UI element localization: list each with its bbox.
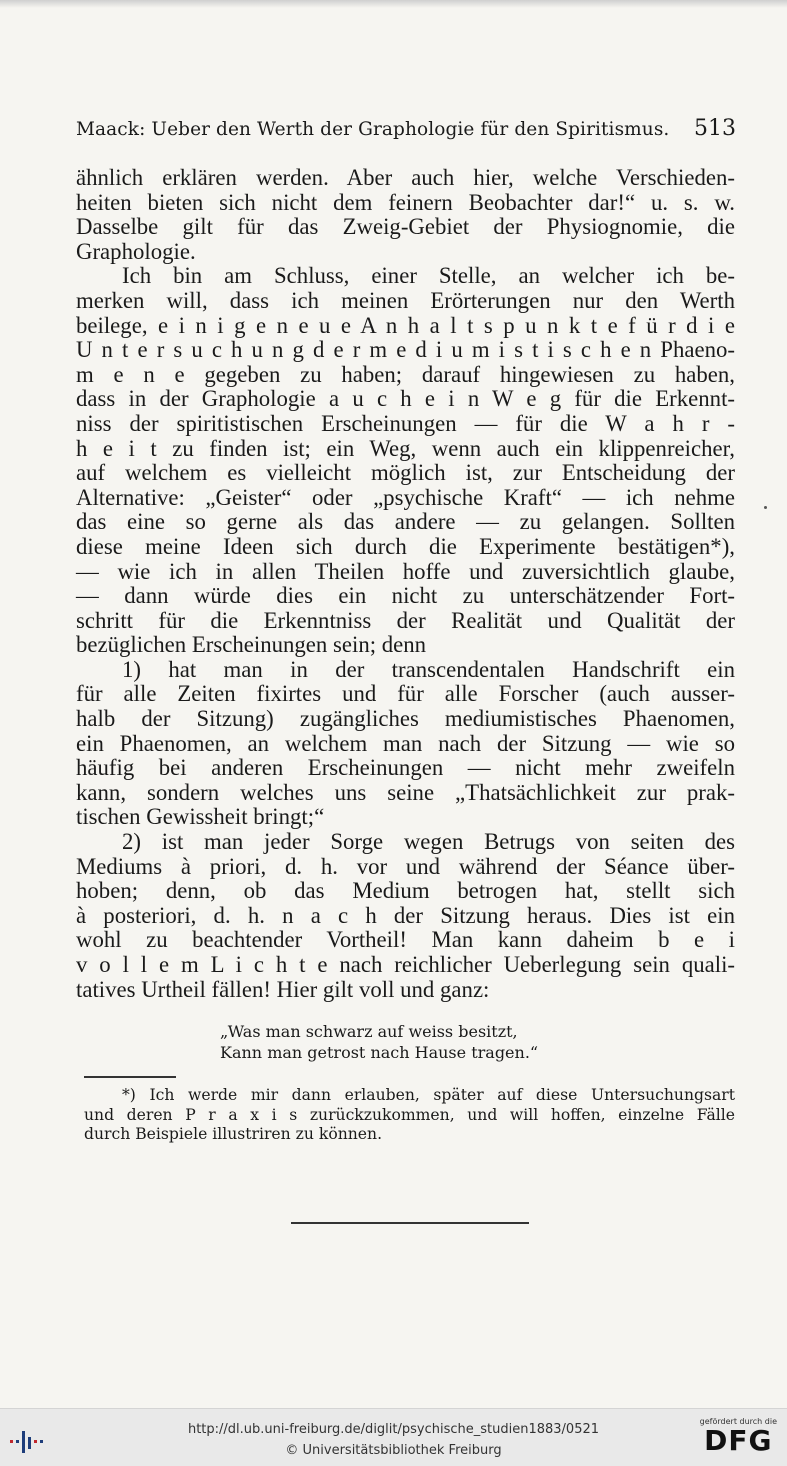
- footnote-line: durch Beispiele illustriren zu können.: [84, 1125, 383, 1143]
- footnote-rule: [84, 1076, 176, 1078]
- text-line: Dasselbe gilt für das Zweig-Gebiet der Physiognomie, die: [76, 214, 735, 240]
- text-line: à posteriori, d. h. n a c h der Sitzung heraus. Dies ist ein: [76, 902, 735, 928]
- text-line: — dann würde dies ein nicht zu unterschätzender Fort-: [76, 583, 735, 609]
- text-line: bezüglichen Erscheinungen sein; denn: [76, 632, 427, 658]
- footnote-line: *) Ich werde mir dann erlauben, später auf diese Untersuchungsart: [122, 1086, 735, 1104]
- text-line: v o l l e m L i c h t e nach reichlicher Ueberlegung sein quali-: [76, 952, 735, 977]
- text-line: merken will, dass ich meinen Erörterungen nur den Werth: [76, 287, 735, 313]
- copyright-notice: © Universitätsbibliothek Freiburg: [285, 1443, 502, 1458]
- text-line: m e n e gegeben zu haben; darauf hingewiesen zu haben,: [76, 361, 735, 387]
- text-line: auf welchem es vielleicht möglich ist, zur Entscheidung der: [76, 460, 735, 486]
- viewer-footer: [0, 1408, 787, 1466]
- text-line: Graphologie.: [76, 238, 196, 264]
- footnote-line: und deren P r a x i s zurückzukommen, und will hoffen, einzelne Fälle: [84, 1105, 735, 1124]
- quote-line: „Was man schwarz auf weiss besitzt,: [220, 1022, 518, 1041]
- dfg-logo: [700, 1417, 777, 1456]
- text-line: 2) ist man jeder Sorge wegen Betrugs von seiten des: [122, 829, 735, 855]
- body-text: [76, 166, 735, 1002]
- text-line: beilege, e i n i g e n e u e A n h a l t s p u n k t e f ü r d i e: [76, 312, 735, 338]
- text-line: Alternative: „Geister“ oder „psychische Kraft“ — ich nehme: [76, 484, 735, 510]
- quote-line: Kann man getrost nach Hause tragen.“: [220, 1043, 539, 1062]
- text-line: Ich bin am Schluss, einer Stelle, an welcher ich be-: [122, 263, 735, 289]
- text-line: — wie ich in allen Theilen hoffe und zuversichtlich glaube,: [76, 558, 735, 584]
- text-line: tatives Urtheil fällen! Hier gilt voll und ganz:: [76, 976, 490, 1002]
- text-line: hoben; denn, ob das Medium betrogen hat, stellt sich: [76, 878, 735, 904]
- text-line: 1) hat man in der transcendentalen Handschrift ein: [122, 656, 735, 682]
- section-end-rule: [291, 1222, 529, 1224]
- text-line: diese meine Ideen sich durch die Experimente bestätigen*),: [76, 533, 735, 559]
- page-number: 513: [694, 116, 736, 141]
- text-line: dass in der Graphologie a u c h e i n W e g für die Erkennt-: [76, 386, 735, 412]
- dfg-mark: DFG: [704, 1424, 773, 1457]
- text-line: für alle Zeiten fixirtes und für alle Forscher (auch ausser-: [76, 681, 735, 707]
- text-line: Mediums à priori, d. h. vor und während der Séance über-: [76, 853, 735, 879]
- text-line: ein Phaenomen, an welchem man nach der Sitzung — wie so: [76, 730, 735, 756]
- text-line: das eine so gerne als das andere — zu gelangen. Sollten: [76, 509, 735, 535]
- text-line: heiten bieten sich nicht dem feinern Beobachter dar!“ u. s. w.: [76, 189, 735, 215]
- text-line: wohl zu beachtender Vortheil! Man kann daheim b e i: [76, 927, 735, 953]
- margin-speck: [764, 506, 767, 509]
- verse-quote: [220, 1021, 538, 1063]
- text-line: häufig bei anderen Erscheinungen — nicht mehr zweifeln: [76, 755, 735, 781]
- footnote: [84, 1086, 735, 1145]
- source-url-link[interactable]: http://dl.ub.uni-freiburg.de/diglit/psychische_studien1883/0521: [187, 1422, 600, 1437]
- text-line: ähnlich erklären werden. Aber auch hier, welche Verschieden-: [76, 165, 735, 190]
- dfg-tagline: gefördert durch die: [699, 1417, 777, 1426]
- text-line: h e i t zu finden ist; ein Weg, wenn auch ein klippenreicher,: [76, 435, 735, 461]
- text-line: niss der spiritistischen Erscheinungen — für die W a h r -: [76, 410, 735, 436]
- text-line: tischen Gewissheit bringt;“: [76, 804, 325, 830]
- running-title: Maack: Ueber den Werth der Graphologie für den Spiritismus.: [76, 119, 670, 140]
- text-line: schritt für die Erkenntniss der Realität und Qualität der: [76, 607, 735, 633]
- running-header: [76, 116, 736, 141]
- scan-top-edge: [0, 0, 787, 8]
- text-line: halb der Sitzung) zugängliches mediumistisches Phaenomen,: [76, 706, 735, 732]
- text-line: kann, sondern welches uns seine „Thatsächlichkeit zur prak-: [76, 779, 735, 805]
- text-line: U n t e r s u c h u n g d e r m e d i u m i s t i s c h e n Phaeno-: [76, 337, 735, 363]
